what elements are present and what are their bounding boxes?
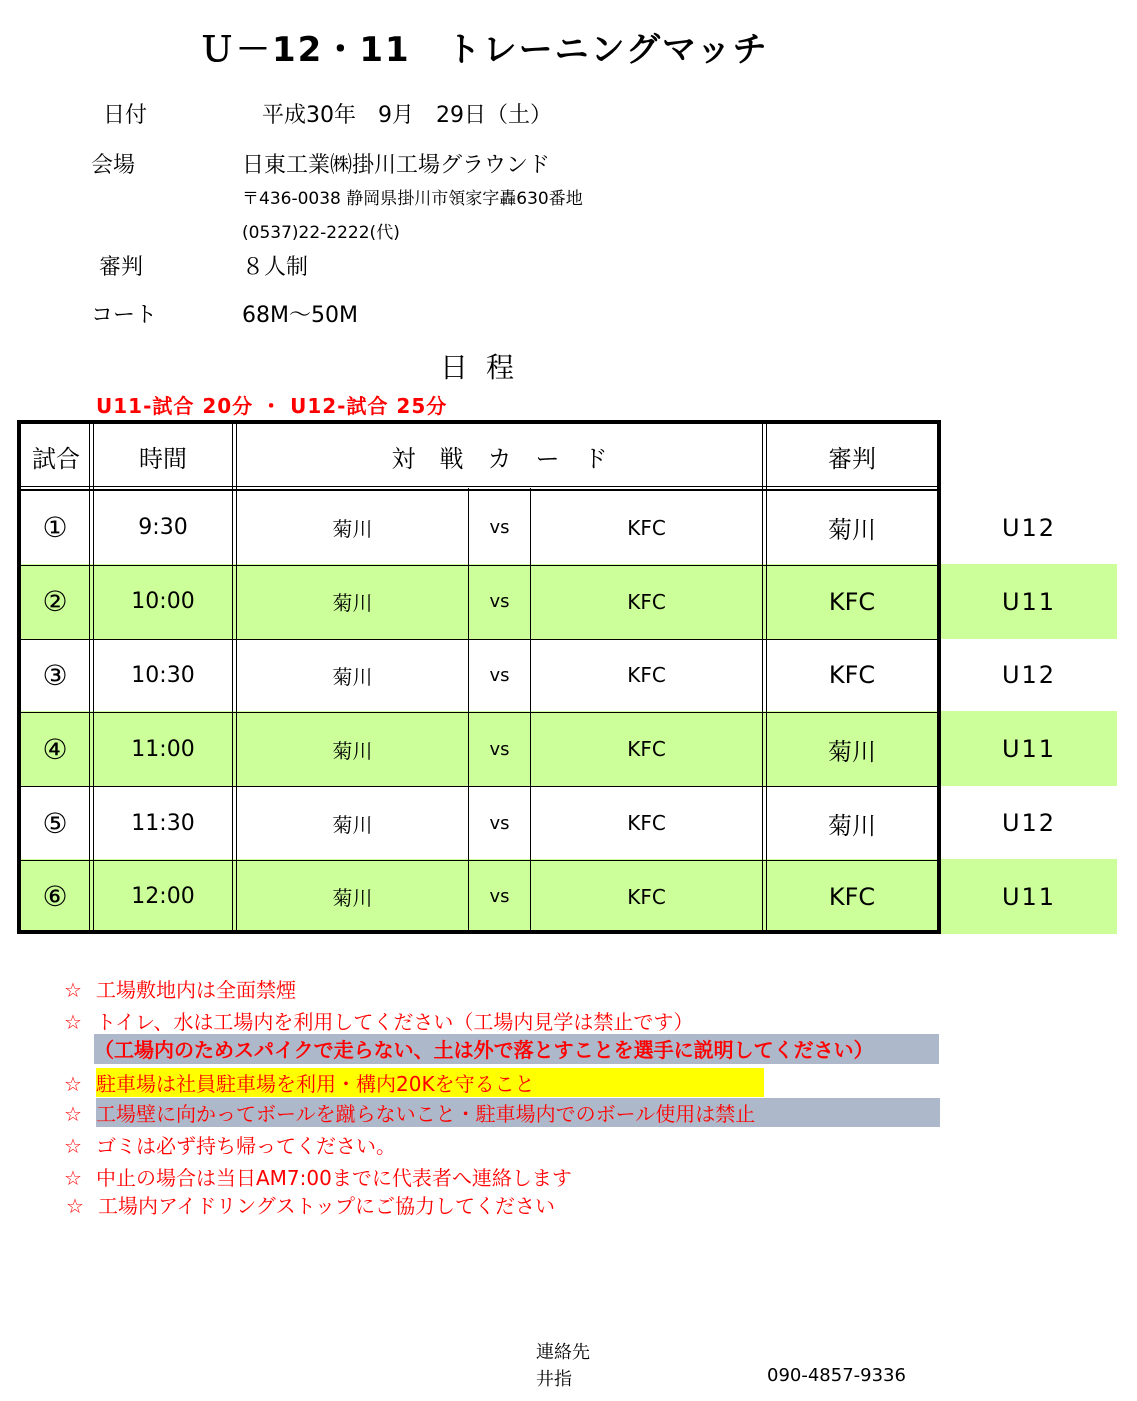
grid-line <box>530 488 531 934</box>
match-category: U12 <box>1001 661 1057 690</box>
contact-label: 連絡先 <box>536 1342 590 1363</box>
match-referee: 菊川 <box>828 516 876 545</box>
referee-label: 審判 <box>99 255 144 280</box>
header-match: 試合 <box>32 444 80 473</box>
contact-name: 井指 <box>536 1369 572 1390</box>
venue-label: 会場 <box>91 153 136 178</box>
star-icon: ☆ <box>64 1072 82 1096</box>
grid-line <box>232 420 237 934</box>
away-team: KFC <box>627 663 666 688</box>
note-2-detail: （工場内のためスパイクで走らない、土は外で落とすことを選手に説明してください） <box>94 1034 939 1064</box>
grid-line <box>468 488 469 934</box>
home-team: 菊川 <box>332 664 373 689</box>
page-title: Ｕ－12・11 トレーニングマッチ <box>200 30 769 70</box>
grid-line <box>17 486 941 491</box>
note-5 <box>64 1130 396 1159</box>
home-team: 菊川 <box>332 517 373 542</box>
home-team: 菊川 <box>332 738 373 763</box>
note-2 <box>64 1006 693 1035</box>
note-3 <box>64 1068 764 1097</box>
match-referee: KFC <box>828 587 876 616</box>
match-category: U12 <box>1001 513 1057 542</box>
away-team: KFC <box>627 811 666 836</box>
home-team: 菊川 <box>332 886 373 911</box>
away-team: KFC <box>627 515 666 540</box>
referee-value: ８人制 <box>242 255 309 280</box>
vs-label: vs <box>489 591 510 613</box>
vs-label: vs <box>489 812 510 834</box>
match-referee: KFC <box>828 661 876 690</box>
match-number: ① <box>42 511 68 545</box>
vs-label: vs <box>489 738 510 760</box>
note-3-text: 駐車場は社員駐車場を利用・構内20Kを守ること <box>96 1068 764 1097</box>
schedule-subheading: U11-試合 20分 ・ U12-試合 25分 <box>96 394 448 418</box>
home-team: 菊川 <box>332 812 373 837</box>
schedule-table <box>17 420 1117 934</box>
note-7-text: 工場内アイドリングストップにご協力してください <box>98 1194 555 1218</box>
note-4 <box>64 1098 940 1127</box>
match-time: 11:00 <box>131 736 195 762</box>
grid-line <box>89 420 94 934</box>
vs-label: vs <box>489 886 510 908</box>
vs-label: vs <box>489 664 510 686</box>
header-card: 対 戦 カ ー ド <box>391 444 608 473</box>
star-icon: ☆ <box>64 1134 82 1158</box>
grid-line <box>17 639 941 640</box>
match-number: ④ <box>42 732 68 766</box>
away-team: KFC <box>627 884 666 909</box>
note-7 <box>66 1190 555 1219</box>
star-icon: ☆ <box>64 1166 82 1190</box>
match-number: ② <box>42 585 68 619</box>
match-category: U11 <box>1001 587 1057 616</box>
star-icon: ☆ <box>64 978 82 1002</box>
schedule-heading: 日程 <box>440 351 533 384</box>
match-time: 12:00 <box>131 884 195 910</box>
contact-phone: 090-4857-9336 <box>767 1365 906 1386</box>
match-time: 10:00 <box>131 589 195 615</box>
match-number: ⑥ <box>42 880 68 914</box>
venue-name: 日東工業㈱掛川工場グラウンド <box>242 153 551 178</box>
home-team: 菊川 <box>332 591 373 616</box>
match-time: 11:30 <box>131 810 195 836</box>
note-6 <box>64 1162 572 1191</box>
match-referee: KFC <box>828 882 876 911</box>
header-time: 時間 <box>139 444 187 473</box>
grid-line <box>17 860 941 861</box>
star-icon: ☆ <box>64 1102 82 1126</box>
note-1-text: 工場敷地内は全面禁煙 <box>96 978 296 1002</box>
venue-phone: (0537)22-2222(代) <box>242 223 400 243</box>
grid-line <box>17 712 941 713</box>
date-label: 日付 <box>103 103 148 128</box>
star-icon: ☆ <box>66 1194 84 1218</box>
venue-address: 〒436-0038 静岡県掛川市領家字轟630番地 <box>242 189 583 209</box>
date-value: 平成30年 9月 29日（土） <box>262 103 552 128</box>
match-number: ⑤ <box>42 806 68 840</box>
grid-line <box>762 420 767 934</box>
header-referee: 審判 <box>828 444 876 473</box>
note-2-text: トイレ、水は工場内を利用してください（工場内見学は禁止です） <box>96 1010 694 1034</box>
grid-line <box>17 565 941 566</box>
match-referee: 菊川 <box>828 811 876 840</box>
star-icon: ☆ <box>64 1010 82 1034</box>
match-category: U11 <box>1001 735 1057 764</box>
away-team: KFC <box>627 737 666 762</box>
note-6-text: 中止の場合は当日AM7:00までに代表者へ連絡します <box>96 1166 572 1190</box>
match-time: 10:30 <box>131 662 195 688</box>
vs-label: vs <box>489 517 510 539</box>
match-referee: 菊川 <box>828 737 876 766</box>
away-team: KFC <box>627 589 666 614</box>
court-label: コート <box>91 303 158 328</box>
match-category: U12 <box>1001 809 1057 838</box>
grid-line <box>17 786 941 787</box>
match-time: 9:30 <box>138 515 188 541</box>
court-value: 68M～50M <box>242 303 358 328</box>
match-number: ③ <box>42 658 68 692</box>
note-4-text: 工場壁に向かってボールを蹴らないこと・駐車場内でのボール使用は禁止 <box>96 1098 940 1127</box>
match-category: U11 <box>1001 882 1057 911</box>
note-1 <box>64 974 296 1003</box>
note-5-text: ゴミは必ず持ち帰ってください。 <box>96 1134 396 1158</box>
